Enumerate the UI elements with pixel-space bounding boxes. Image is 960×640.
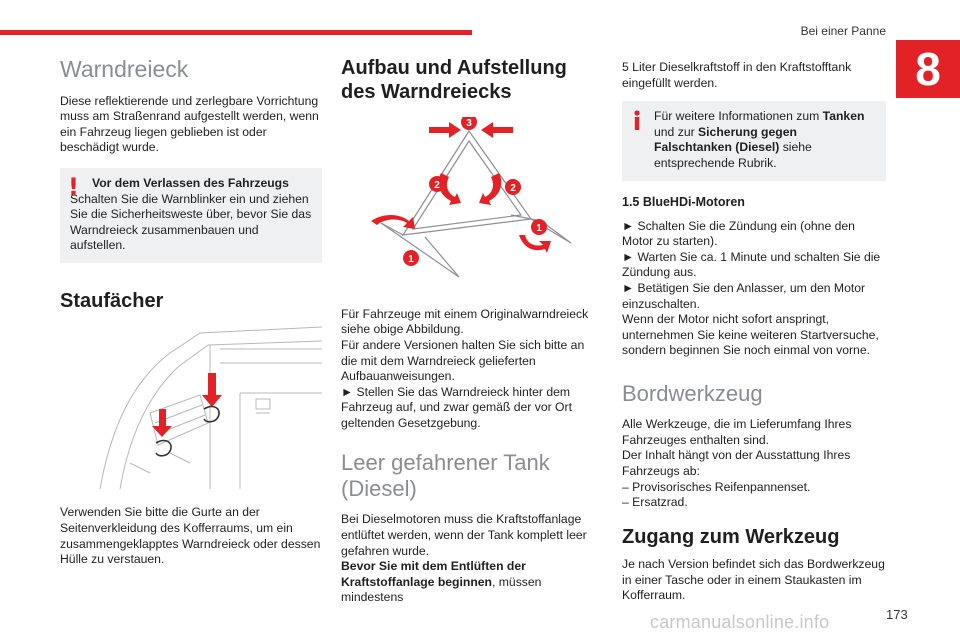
triangle-illustration bbox=[341, 117, 603, 287]
access-text: Je nach Version befindet sich das Bordwerkzeug in einer Tasche oder in einem Staukasten im Kofferraum. bbox=[622, 557, 885, 603]
triangle-assembly-image bbox=[341, 117, 603, 287]
aufbau-text-1: Für Fahrzeuge mit einem Originalwarndreieck siehe obige Abbildung. bbox=[341, 306, 589, 337]
warndreieck-intro: Diese reflektierende und zerlegbare Vorrichtung muss am Straßenrand aufgestellt werden, wenn ein Fahrzeug liegen geblieben ist oder beschädigt wurde. bbox=[60, 93, 319, 155]
column-3 bbox=[622, 56, 886, 604]
tank-tail: , müssen mindestens bbox=[341, 574, 542, 605]
storage-text: Verwenden Sie bitte die Gurte an der Seitenverkleidung des Kofferraums, um ein zusammengeklapptes Warndreieck oder dessen Hülle zu verstauen. bbox=[60, 505, 321, 567]
warning-exclamation-icon: ! bbox=[68, 172, 79, 201]
tank-text: Bei Dieselmotoren muss die Kraftstoffanlage entlüftet werden, wenn der Tank komplett leer gefahren wurde. bbox=[341, 512, 587, 558]
marker-1b: 1 bbox=[536, 222, 542, 234]
top-accent-bar bbox=[0, 30, 472, 35]
engine-step-4: Wenn der Motor nicht sofort anspringt, unternehmen Sie keine weiteren Startversuche, sondern beginnen Sie noch einmal von vorne. bbox=[622, 312, 879, 358]
warning-text: Schalten Sie die Warnblinker ein und ziehen Sie die Sicherheitsweste über, bevor Sie das Warndreieck zusammenbauen und aufstellen. bbox=[70, 191, 312, 253]
section-header: Bei einer Panne bbox=[800, 24, 886, 38]
column-2 bbox=[341, 56, 603, 606]
title-staufaecher: Staufächer bbox=[60, 289, 164, 312]
tools-text-1: Alle Werkzeuge, die im Lieferumfang Ihres Fahrzeuges enthalten sind. bbox=[622, 417, 852, 447]
marker-1a: 1 bbox=[408, 253, 414, 265]
aufbau-text-3: ► Stellen Sie das Warndreieck hinter dem Fahrzeug auf, und zwar gemäß der vor Ort geltenden Gesetzgebung. bbox=[341, 384, 572, 430]
marker-2a: 2 bbox=[434, 179, 440, 191]
title-warndreieck: Warndreieck bbox=[60, 56, 189, 82]
marker-2b: 2 bbox=[510, 182, 516, 194]
page-number: 173 bbox=[886, 607, 908, 622]
engine-step-3: ► Betätigen Sie den Anlasser, um den Motor einzuschalten. bbox=[622, 280, 866, 311]
engine-step-1: ► Schalten Sie die Zündung ein (ohne den Motor zu starten). bbox=[622, 218, 855, 249]
tank-bold: Bevor Sie mit dem Entlüften der Kraftstoffanlage beginnen bbox=[341, 559, 526, 589]
engine-step-2: ► Warten Sie ca. 1 Minute und schalten Sie die Zündung aus. bbox=[622, 249, 881, 280]
title-leer-tank: Leer gefahrener Tank (Diesel) bbox=[341, 449, 550, 501]
tank-bold-text bbox=[341, 559, 603, 606]
warning-title: Vor dem Verlassen des Fahrzeugs bbox=[92, 175, 289, 190]
title-bordwerkzeug: Bordwerkzeug bbox=[622, 380, 763, 406]
title-zugang: Zugang zum Werkzeug bbox=[622, 525, 840, 548]
info-bold-1: Tanken bbox=[822, 109, 865, 124]
info-text bbox=[632, 109, 876, 171]
trunk-illustration bbox=[60, 323, 322, 489]
aufbau-text-2: Für andere Versionen halten Sie sich bitte an die mit dem Warndreieck gelieferten Aufbauanweisungen. bbox=[341, 337, 585, 384]
tools-item-1: – Provisorisches Reifenpannenset. bbox=[622, 479, 811, 494]
chapter-badge: 8 bbox=[896, 40, 960, 98]
tools-item-2: – Ersatzrad. bbox=[622, 495, 688, 510]
info-post: siehe entsprechende Rubrik. bbox=[654, 140, 812, 170]
trunk-image bbox=[60, 323, 322, 489]
info-bold-2: Sicherung gegen Falschtanken (Diesel) bbox=[654, 124, 797, 155]
title-engine: 1.5 BlueHDi-Motoren bbox=[622, 194, 745, 209]
info-box bbox=[622, 101, 886, 180]
tools-text-2: Der Inhalt hängt von der Ausstattung Ihres Fahrzeugs ab: bbox=[622, 448, 851, 479]
tank-continuation: 5 Liter Dieselkraftstoff in den Kraftstofftank eingefüllt werden. bbox=[622, 60, 852, 90]
info-mid: und zur bbox=[654, 124, 699, 139]
watermark: carmanualsonline.info bbox=[650, 612, 830, 632]
marker-3: 3 bbox=[466, 117, 472, 129]
title-aufbau: Aufbau und Aufstellung des Warndreiecks bbox=[341, 57, 567, 104]
info-icon bbox=[630, 109, 644, 131]
column-1 bbox=[60, 56, 322, 568]
warning-box bbox=[60, 168, 322, 263]
info-pre: Für weitere Informationen zum bbox=[654, 109, 823, 124]
